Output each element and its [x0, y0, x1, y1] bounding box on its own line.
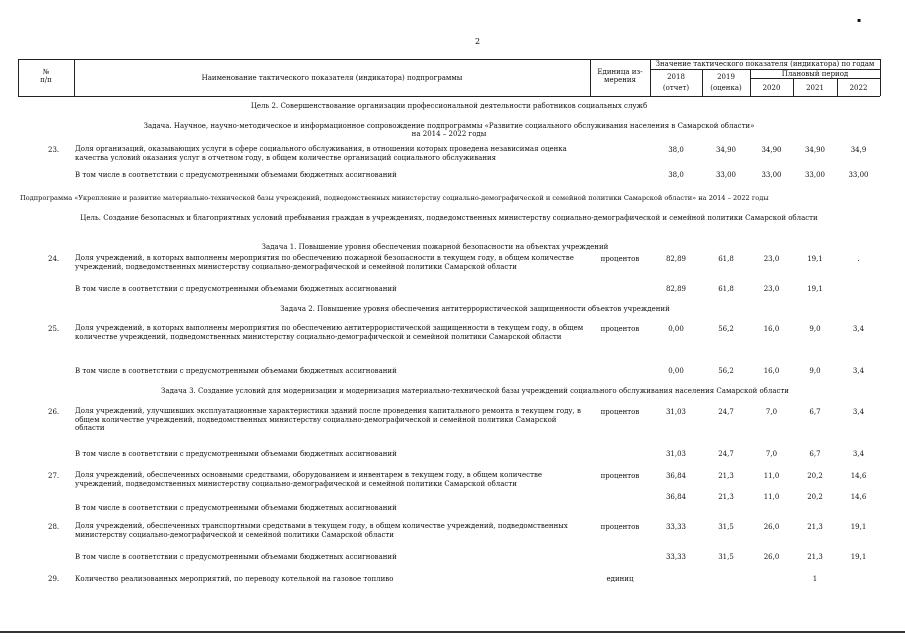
value-2018: 38,0 [668, 146, 684, 154]
value-2021: 34,90 [804, 146, 826, 154]
row-subtext: В том числе в соответствии с предусмотренными объемами бюджетных ассигнований [75, 553, 397, 561]
sub-value-2022: 3,4 [852, 450, 865, 458]
row-text: Доля учреждений, обеспеченных основными средствами, оборудованием и инвентарем в текущем году, в общем количестве учреждений, подведомственных министерству социально-демографической и семейной политики Самарской области [75, 471, 543, 488]
row-text: Доля учреждений, в которых выполнены мероприятия по обеспечению пожарной безопасности в текущем году, в общем количестве учреждений, подведомственных министерству социально-демографической и семейной политики Самарской области [75, 254, 574, 271]
value-2019: 56,2 [718, 325, 734, 333]
goal-2: Цель 2. Совершенствование организации профессиональной деятельности работников социальных служб [250, 102, 648, 110]
sub-value-2020: 16,0 [763, 367, 780, 375]
row-number: 29. [48, 575, 60, 583]
value-2020: 16,0 [763, 325, 780, 333]
sub-value-2018: 0,00 [668, 367, 684, 375]
value-2019: 61,8 [718, 255, 734, 263]
sub-value-2022: 3,4 [852, 367, 865, 375]
row-text: Доля учреждений, улучшивших эксплуатационные характеристики зданий после проведения капитального ремонта в текущем году, в общем количестве учреждений, подведомственных министерству социально-демографической и семейной политики Самарской области [75, 407, 581, 432]
sub-value-2021: 33,00 [804, 171, 826, 179]
sub-value-2018: 31,03 [665, 450, 687, 458]
row-number: 27. [48, 472, 60, 480]
row-number: 24. [48, 255, 60, 263]
row-text: Количество реализованных мероприятий, по переводу котельной на газовое топливо [75, 575, 394, 583]
scan-mark: ▪ [857, 17, 862, 24]
col-2021: 2021 [806, 84, 824, 92]
value-2021: 1 [812, 575, 818, 583]
row-unit: процентов [600, 408, 640, 416]
sub-value-2022: 19,1 [850, 553, 867, 561]
value-2019: 24,7 [718, 408, 734, 416]
value-2021: 6,7 [809, 408, 821, 416]
value-2020: 11,0 [763, 472, 780, 480]
task-1: Задача 1. Повышение уровня обеспечения пожарной безопасности на объектах учреждений [261, 243, 609, 251]
col-2018: 2018 (отчет) [662, 73, 690, 92]
planned-period: Плановый период [781, 70, 849, 78]
row-subtext: В том числе в соответствии с предусмотренными объемами бюджетных ассигнований [75, 450, 397, 458]
value-2022: 14,6 [850, 472, 867, 480]
value-2022: 3,4 [852, 408, 865, 416]
row-subtext: В том числе в соответствии с предусмотренными объемами бюджетных ассигнований [75, 285, 397, 293]
row-number: 28. [48, 523, 60, 531]
row-unit: единиц [606, 575, 634, 583]
value-2021: 20,2 [807, 472, 823, 480]
sub-value-2022: 33,00 [848, 171, 869, 179]
sub-value-2020: 23,0 [763, 285, 780, 293]
value-2020: 26,0 [763, 523, 780, 531]
row-unit: процентов [600, 472, 640, 480]
sub-value-2019: 21,3 [718, 493, 734, 501]
row-unit: процентов [600, 255, 640, 263]
value-2022: 19,1 [850, 523, 867, 531]
value-2018: 0,00 [668, 325, 684, 333]
value-2021: 19,1 [807, 255, 823, 263]
sub-value-2018: 82,89 [665, 285, 687, 293]
subprogram-title: Подпрограмма «Укрепление и развитие материально-технической базы учреждений, подведомственных министерству социально-демографической и семейной политики Самарской области» на 2014 – 2022 годы [20, 194, 769, 202]
value-2019: 31,5 [718, 523, 734, 531]
col-unit-header: Единица из- мерения [597, 68, 643, 84]
value-2019: 21,3 [718, 472, 734, 480]
sub-value-2021: 20,2 [807, 493, 823, 501]
sub-value-2018: 38,0 [668, 171, 684, 179]
sub-value-2018: 36,84 [665, 493, 687, 501]
row-subtext: В том числе в соответствии с предусмотренными объемами бюджетных ассигнований [75, 171, 397, 179]
sub-value-2021: 6,7 [809, 450, 821, 458]
sub-value-2020: 11,0 [763, 493, 780, 501]
value-2018: 36,84 [665, 472, 687, 480]
row-subtext: В том числе в соответствии с предусмотренными объемами бюджетных ассигнований [75, 504, 397, 512]
sub-value-2019: 56,2 [718, 367, 734, 375]
sub-value-2021: 19,1 [807, 285, 823, 293]
sub-value-2019: 61,8 [718, 285, 734, 293]
value-2018: 82,89 [665, 255, 687, 263]
col-2020: 2020 [762, 84, 781, 92]
page-number: 2 [475, 37, 481, 46]
sub-value-2019: 31,5 [718, 553, 734, 561]
value-2022: 34,9 [850, 146, 867, 154]
sub-value-2019: 33,00 [715, 171, 737, 179]
task-scientific: Задача. Научное, научно-методическое и информационное сопровождение подпрограммы «Развитие социального обслуживания населения в Самарской области» на 2014 – 2022 годы [143, 122, 755, 138]
col-num-header: № п/п [40, 68, 52, 84]
task-2: Задача 2. Повышение уровня обеспечения антитеррористической защищенности объектов учреждений [280, 305, 670, 313]
row-number: 26. [48, 408, 60, 416]
row-number: 23. [48, 146, 60, 154]
value-2020: 23,0 [763, 255, 780, 263]
sub-value-2020: 7,0 [765, 450, 778, 458]
row-text: Доля учреждений, в которых выполнены мероприятия по обеспечению антитеррористической защищенности в текущем году, в общем количестве учреждений, подведомственных министерству социально-демографической и семейной политики Самарской области [75, 324, 584, 341]
row-text: Доля учреждений, обеспеченных транспортными средствами в текущем году, в общем количестве учреждений, подведомственных министерству социально-демографической и семейной политики Самарской области [75, 522, 568, 539]
goal-safe: Цель. Создание безопасных и благоприятных условий пребывания граждан в учреждениях, подведомственных министерству социально-демографической и семейной политики Самарской области [80, 214, 818, 222]
row-unit: процентов [600, 325, 640, 333]
task-3: Задача 3. Создание условий для модернизации и модернизация материально-технической базы учреждений социального обслуживания населения Самарской области [161, 387, 789, 395]
bottom-edge-line [0, 631, 905, 633]
sub-value-2021: 21,3 [807, 553, 823, 561]
value-2018: 33,33 [665, 523, 687, 531]
col-2022: 2022 [849, 84, 868, 92]
sub-value-2020: 33,00 [761, 171, 782, 179]
row-number: 25. [48, 325, 60, 333]
sub-value-2022: 14,6 [850, 493, 867, 501]
value-2018: 31,03 [665, 408, 687, 416]
sub-value-2018: 33,33 [665, 553, 687, 561]
value-2019: 34,90 [715, 146, 737, 154]
col-name-header: Наименование тактического показателя (индикатора) подпрограммы [201, 74, 463, 82]
value-2021: 9,0 [809, 325, 821, 333]
row-text: Доля организаций, оказывающих услуги в сфере социального обслуживания, в отношении которых проведена независимая оценка качества условий оказания услуг в отчетном году, в общем количестве организаций социального обслуживания [75, 145, 567, 162]
col-2019: 2019 (оценка) [710, 73, 742, 92]
sub-value-2019: 24,7 [718, 450, 734, 458]
row-subtext: В том числе в соответствии с предусмотренными объемами бюджетных ассигнований [75, 367, 397, 375]
value-2020: 34,90 [761, 146, 782, 154]
value-2022: 3,4 [852, 325, 865, 333]
value-2020: 7,0 [765, 408, 778, 416]
sub-value-2021: 9,0 [809, 367, 821, 375]
values-title: Значение тактического показателя (индикатора) по годам [655, 60, 875, 68]
row-unit: процентов [600, 523, 640, 531]
sub-value-2020: 26,0 [763, 553, 780, 561]
value-2021: 21,3 [807, 523, 823, 531]
value-2022: . [857, 255, 860, 263]
